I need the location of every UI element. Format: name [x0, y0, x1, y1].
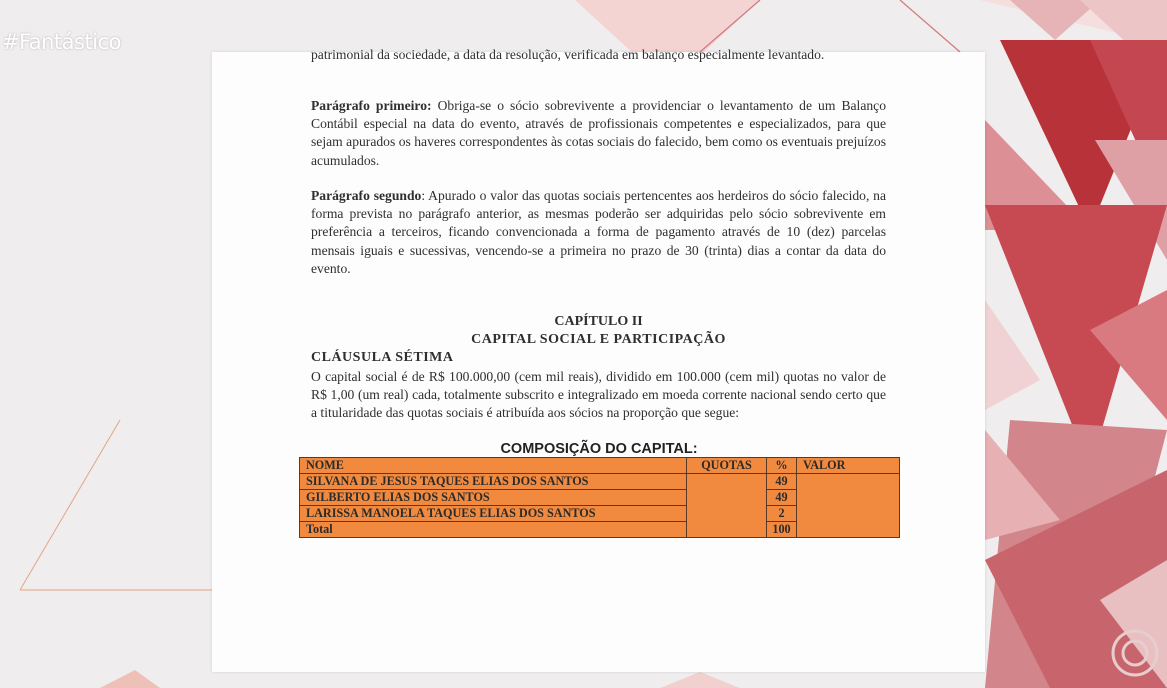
header-valor: VALOR: [797, 458, 900, 474]
total-label: Total: [300, 522, 687, 538]
paragraph-second-text: : Apurado o valor das quotas sociais pertencentes aos herdeiros do sócio falecido, na forma prevista no parágrafo anterior, as mesmas poderão ser adquiridas pelo sócio sobrevivente em preferência a terceiros, ficando convencionada a forma de pagamento através de 10 (dez) parcelas mensais iguais e sucessivas, vencendo-se a primeira no prazo de 30 (trinta) dias a contar da data do evento.: [311, 188, 886, 276]
header-percent: %: [767, 458, 797, 474]
header-nome: NOME: [300, 458, 687, 474]
paragraph-fragment: patrimonial da sociedade, a data da resolução, verificada em balanço especialmente levantado.: [311, 47, 825, 62]
valor-cell: [797, 474, 900, 538]
row-percent: 2: [767, 506, 797, 522]
header-quotas: QUOTAS: [687, 458, 767, 474]
total-percent: 100: [767, 522, 797, 538]
document-page: [212, 47, 985, 672]
row-nome: GILBERTO ELIAS DOS SANTOS: [300, 490, 687, 506]
row-percent: 49: [767, 490, 797, 506]
clause-title: CLÁUSULA SÉTIMA: [311, 350, 454, 365]
table-row: [300, 474, 900, 490]
channel-logo: #Fantástico: [2, 30, 121, 54]
quotas-cell: [687, 474, 767, 538]
chapter-title: CAPÍTULO II: [554, 314, 643, 329]
table-title: COMPOSIÇÃO DO CAPITAL:: [500, 441, 698, 457]
row-nome: SILVANA DE JESUS TAQUES ELIAS DOS SANTOS: [300, 474, 687, 490]
row-percent: 49: [767, 474, 797, 490]
capital-table: [299, 457, 900, 538]
chapter-subtitle: CAPITAL SOCIAL E PARTICIPAÇÃO: [471, 332, 726, 347]
paragraph-second: [311, 187, 886, 278]
row-nome: LARISSA MANOELA TAQUES ELIAS DOS SANTOS: [300, 506, 687, 522]
table-header-row: [300, 458, 900, 474]
paragraph-first-text: Obriga-se o sócio sobrevivente a providenciar o levantamento de um Balanço Contábil especial na data do evento, através de profissionais competentes e especializados, para que sejam apurados os haveres correspondentes às cotas sociais do falecido, bem como os eventuais prejuízos acumulados.: [311, 98, 886, 168]
clause-text: O capital social é de R$ 100.000,00 (cem mil reais), dividido em 100.000 (cem mil) quotas no valor de R$ 1,00 (um real) cada, totalmente subscrito e integralizado em moeda corrente nacional sendo certo que a titularidade das quotas sociais é atribuída aos sócios na proporção que segue:: [311, 369, 886, 421]
paragraph-first: [311, 97, 886, 170]
paragraph-first-label: Parágrafo primeiro:: [311, 98, 432, 113]
paragraph-second-label: Parágrafo segundo: [311, 188, 422, 203]
